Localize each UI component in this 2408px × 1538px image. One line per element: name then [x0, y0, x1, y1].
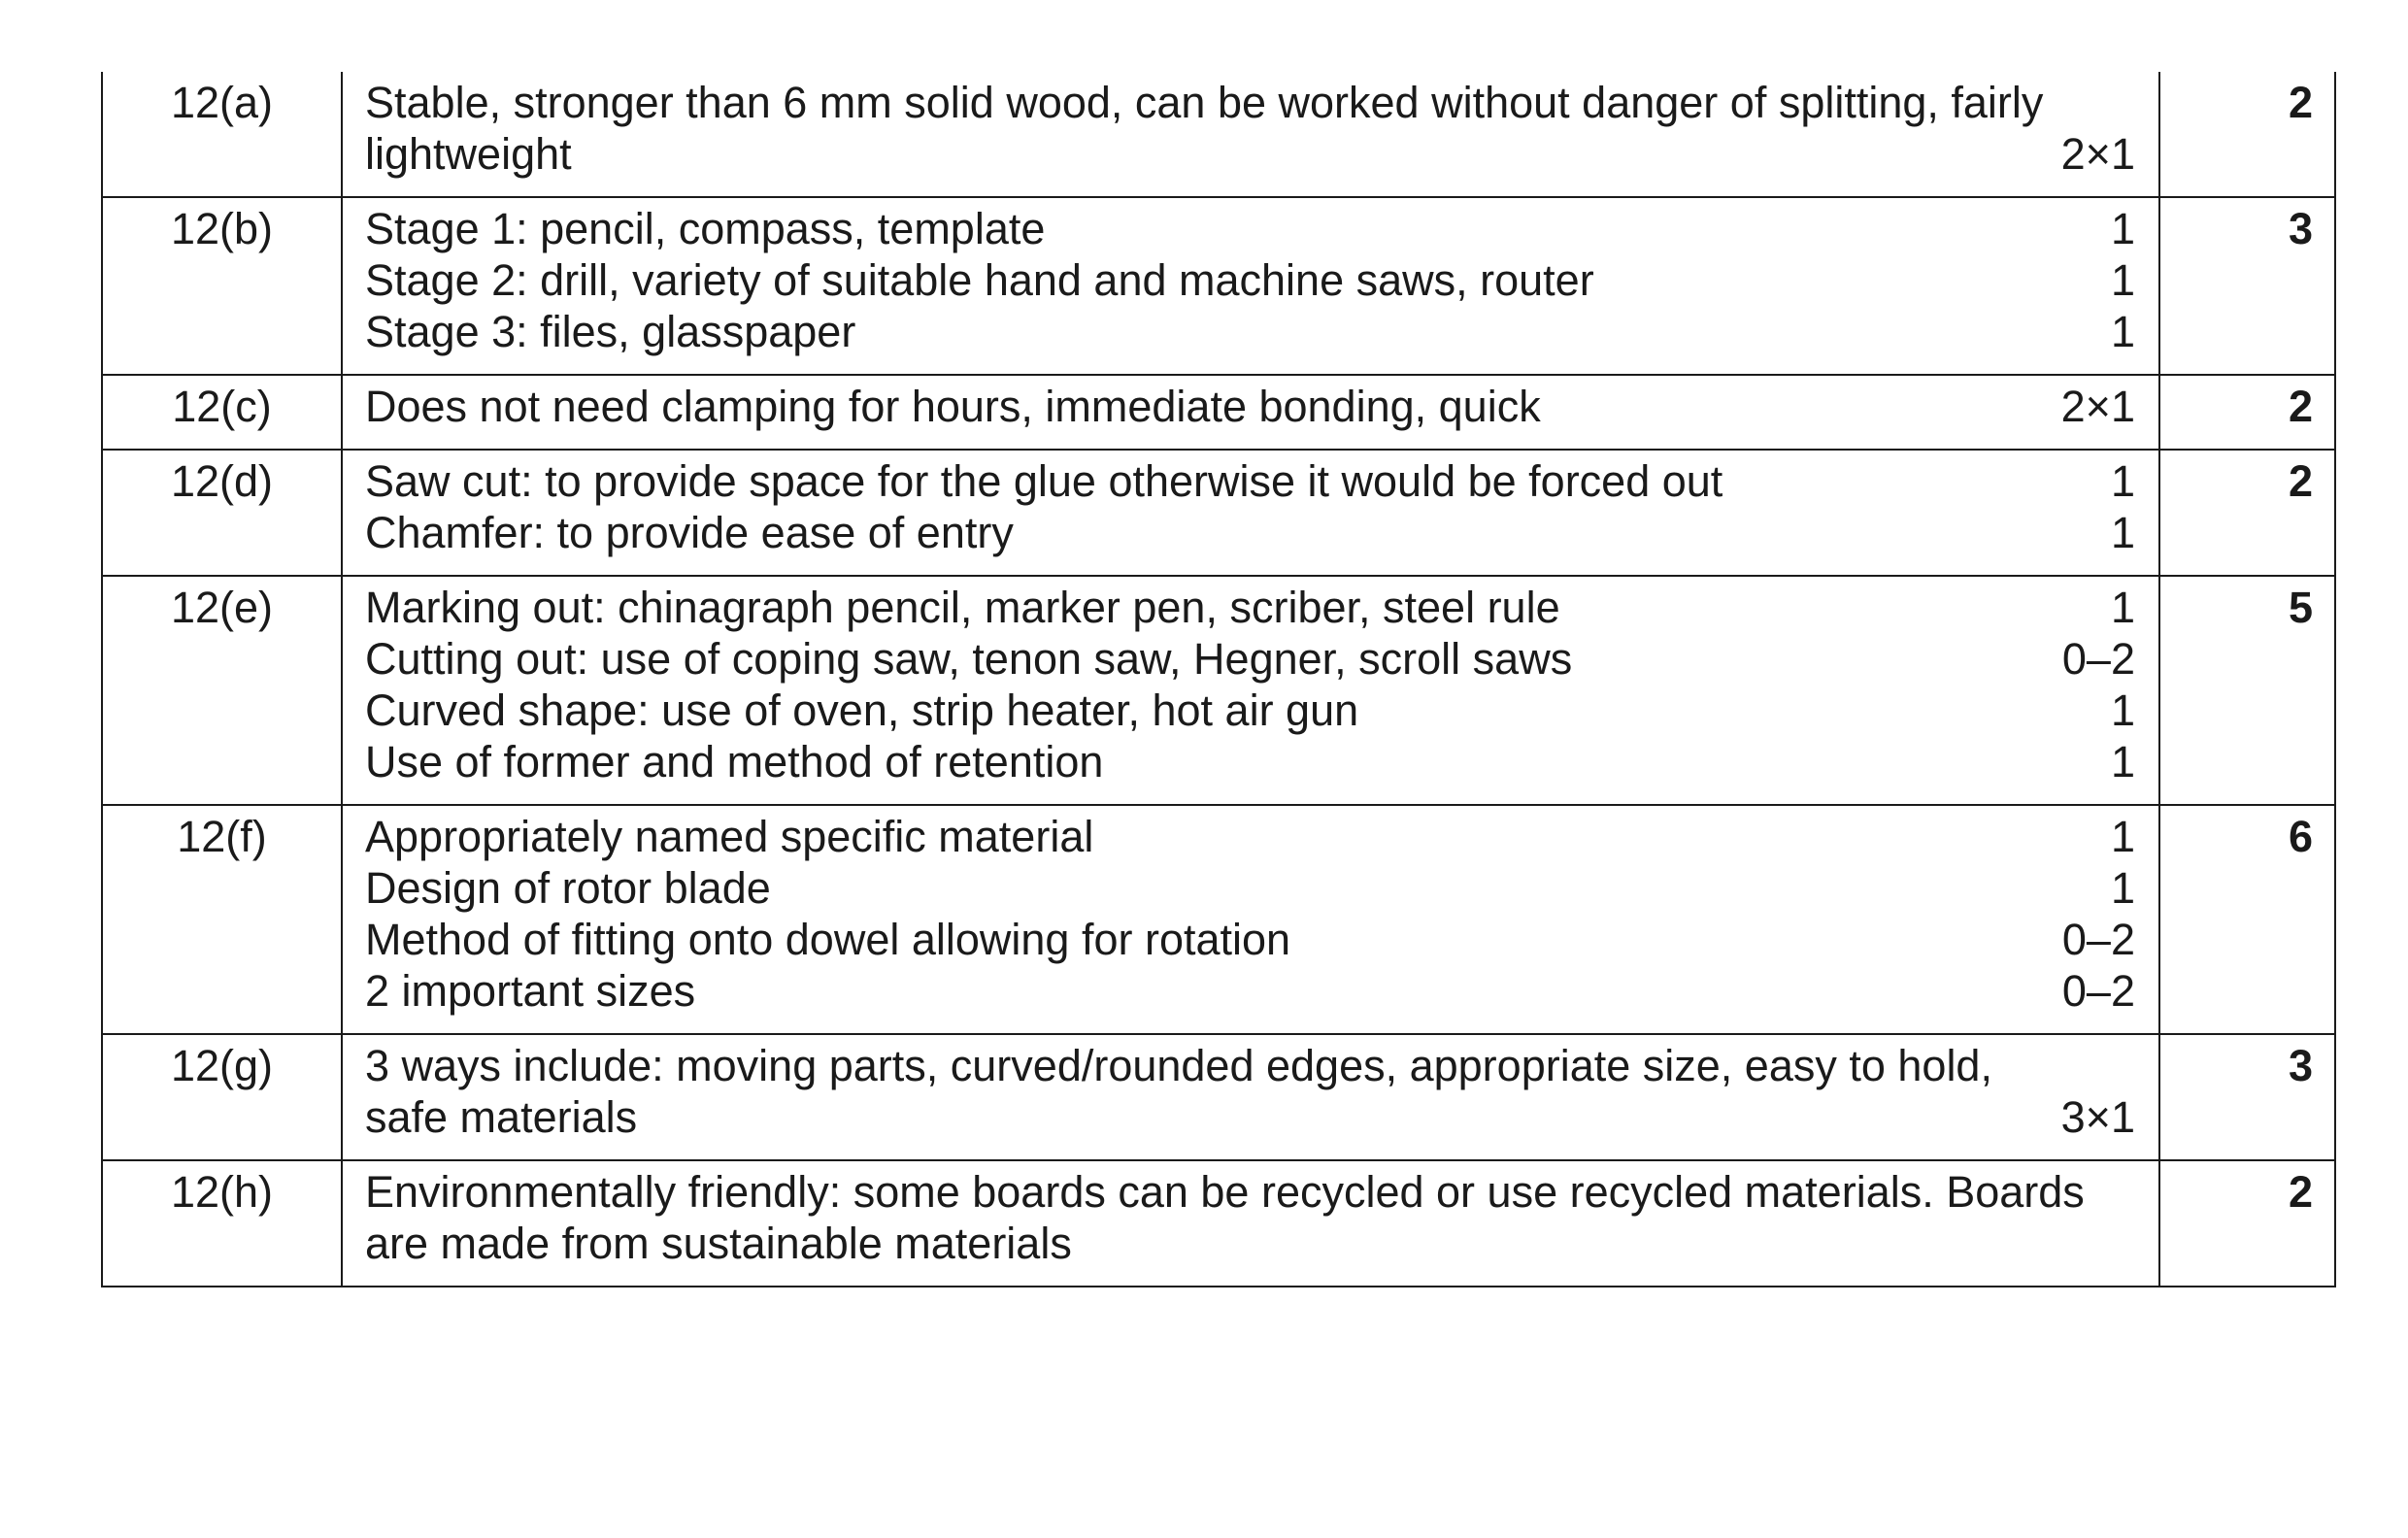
answer-text: Environmentally friendly: some boards can be recycled or use recycled materials. Boards	[365, 1167, 2085, 1217]
sub-mark: 1	[2110, 456, 2135, 506]
answer-line	[365, 507, 2135, 575]
answer-cell	[342, 1034, 2159, 1160]
table-row	[102, 450, 2335, 576]
answer-text: Stage 2: drill, variety of suitable hand and machine saws, router	[365, 255, 1594, 305]
total-marks: 3	[2159, 197, 2335, 375]
answer-line	[365, 1040, 2135, 1091]
table-row	[102, 1034, 2335, 1160]
question-number: 12(f)	[102, 805, 342, 1034]
answer-text: Chamfer: to provide ease of entry	[365, 508, 1014, 557]
answer-line	[365, 582, 2135, 633]
answer-text: Does not need clamping for hours, immediate bonding, quick	[365, 382, 1541, 431]
table-row	[102, 72, 2335, 197]
question-number: 12(d)	[102, 450, 342, 576]
sub-mark: 1	[2110, 737, 2135, 786]
mark-scheme-table	[101, 72, 2336, 1287]
table-row	[102, 1160, 2335, 1287]
answer-line	[365, 965, 2135, 1033]
answer-line	[365, 1218, 2135, 1286]
sub-mark: 1	[2110, 508, 2135, 557]
answer-text: 3 ways include: moving parts, curved/rounded edges, appropriate size, easy to hold,	[365, 1041, 1992, 1090]
question-number: 12(h)	[102, 1160, 342, 1287]
total-marks: 2	[2159, 72, 2335, 197]
total-marks: 3	[2159, 1034, 2335, 1160]
answer-text: Marking out: chinagraph pencil, marker pen, scriber, steel rule	[365, 583, 1560, 632]
question-number: 12(e)	[102, 576, 342, 805]
answer-text: Stable, stronger than 6 mm solid wood, can be worked without danger of splitting, fairly	[365, 78, 2044, 127]
table-row	[102, 576, 2335, 805]
question-number: 12(a)	[102, 72, 342, 197]
sub-mark: 1	[2110, 583, 2135, 632]
answer-cell	[342, 197, 2159, 375]
question-number: 12(c)	[102, 375, 342, 450]
answer-text: Saw cut: to provide space for the glue otherwise it would be forced out	[365, 456, 1723, 506]
answer-line	[365, 455, 2135, 507]
answer-line	[365, 1166, 2135, 1218]
answer-cell	[342, 1160, 2159, 1287]
answer-cell	[342, 375, 2159, 450]
sub-mark: 1	[2110, 255, 2135, 305]
answer-text: Use of former and method of retention	[365, 737, 1104, 786]
answer-text: Method of fitting onto dowel allowing for rotation	[365, 915, 1291, 964]
question-number: 12(b)	[102, 197, 342, 375]
answer-line	[365, 381, 2135, 449]
total-marks: 2	[2159, 1160, 2335, 1287]
sub-mark: 0–2	[2061, 915, 2135, 964]
answer-line	[365, 254, 2135, 306]
table-row	[102, 805, 2335, 1034]
answer-line	[365, 862, 2135, 914]
answer-text: Stage 1: pencil, compass, template	[365, 204, 1046, 253]
answer-line	[365, 128, 2135, 196]
sub-mark: 1	[2110, 307, 2135, 356]
answer-line	[365, 77, 2135, 128]
answer-line	[365, 811, 2135, 862]
sub-mark: 1	[2110, 863, 2135, 913]
sub-mark: 0–2	[2061, 634, 2135, 684]
answer-line	[365, 306, 2135, 374]
total-marks: 2	[2159, 375, 2335, 450]
sub-mark: 1	[2110, 812, 2135, 861]
sub-mark: 0–2	[2061, 966, 2135, 1016]
answer-text: 2 important sizes	[365, 966, 696, 1016]
answer-line	[365, 914, 2135, 965]
answer-line	[365, 633, 2135, 685]
sub-mark: 2×1	[2060, 129, 2135, 179]
answer-text: are made from sustainable materials	[365, 1219, 1072, 1268]
question-number: 12(g)	[102, 1034, 342, 1160]
table-row	[102, 375, 2335, 450]
answer-cell	[342, 450, 2159, 576]
answer-cell	[342, 576, 2159, 805]
answer-cell	[342, 72, 2159, 197]
answer-text: Cutting out: use of coping saw, tenon saw, Hegner, scroll saws	[365, 634, 1573, 684]
sub-mark: 3×1	[2060, 1092, 2135, 1142]
answer-text: Stage 3: files, glasspaper	[365, 307, 856, 356]
answer-line	[365, 736, 2135, 804]
mark-scheme-body	[102, 72, 2335, 1287]
total-marks: 6	[2159, 805, 2335, 1034]
answer-text: Design of rotor blade	[365, 863, 771, 913]
sub-mark: 1	[2110, 685, 2135, 735]
answer-line	[365, 203, 2135, 254]
sub-mark: 1	[2110, 204, 2135, 253]
answer-line	[365, 685, 2135, 736]
answer-text: safe materials	[365, 1092, 638, 1142]
total-marks: 5	[2159, 576, 2335, 805]
sub-mark: 2×1	[2060, 382, 2135, 431]
answer-text: Appropriately named specific material	[365, 812, 1094, 861]
answer-text: Curved shape: use of oven, strip heater, hot air gun	[365, 685, 1359, 735]
answer-cell	[342, 805, 2159, 1034]
table-row	[102, 197, 2335, 375]
answer-text: lightweight	[365, 129, 572, 179]
answer-line	[365, 1091, 2135, 1159]
total-marks: 2	[2159, 450, 2335, 576]
